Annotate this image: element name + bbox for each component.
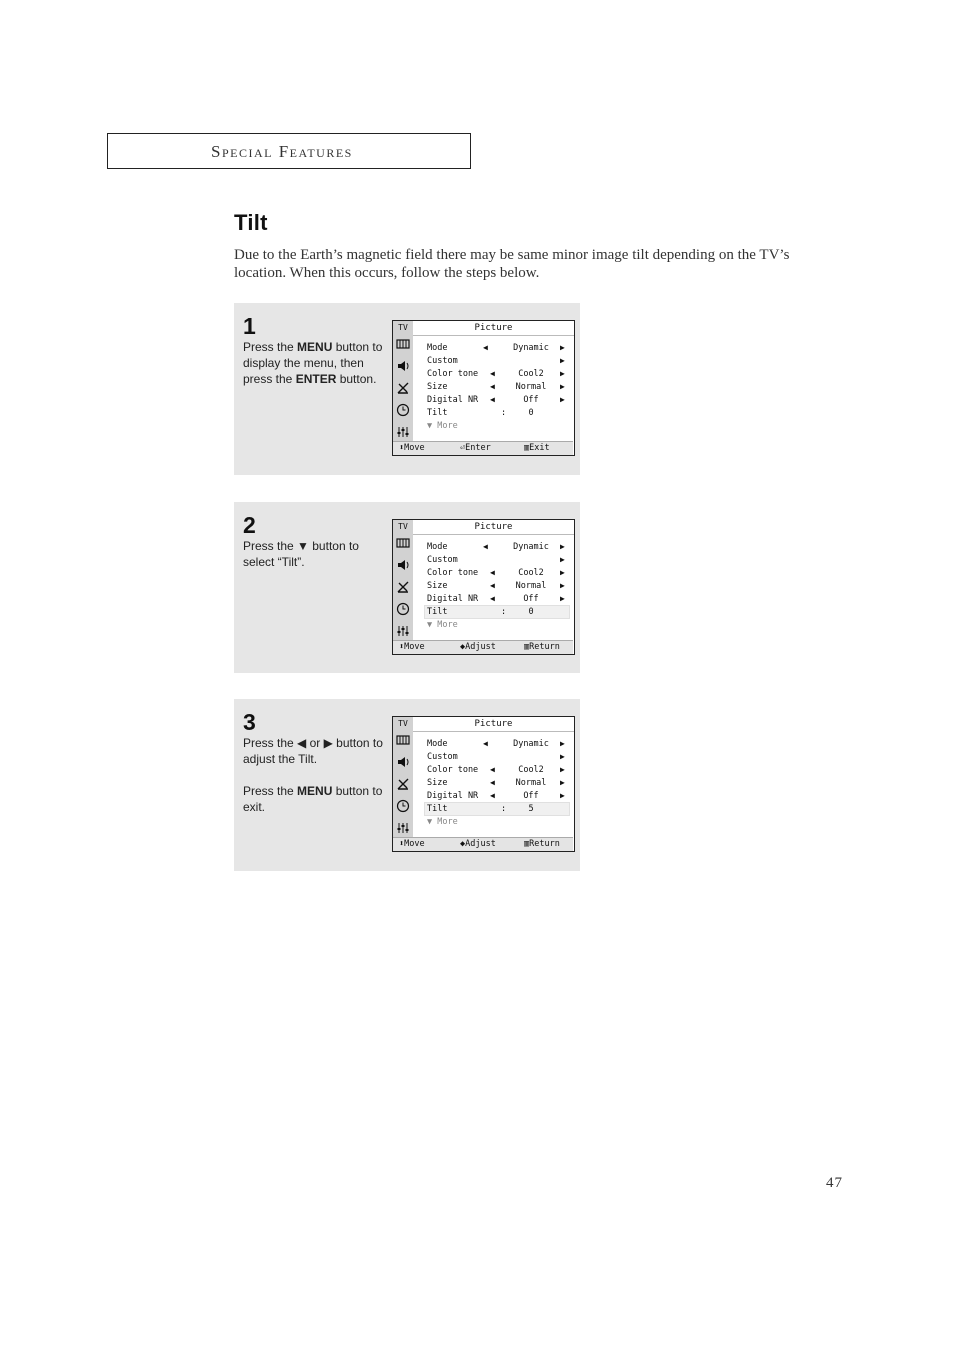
osd-row-tilt-selected: Tilt : 0 [425, 606, 569, 618]
right-arrow-icon: ▶ [560, 594, 565, 603]
page-number: 47 [826, 1175, 843, 1191]
osd-picture-menu [392, 716, 575, 852]
step-2-panel [234, 502, 580, 673]
right-arrow-icon: ▶ [560, 356, 565, 365]
page-title: Tilt [234, 210, 268, 235]
osd-footer: ⬍Move ◆Adjust ▥Return [393, 837, 573, 851]
right-arrow-icon: ▶ [560, 765, 565, 774]
section-header [107, 133, 471, 169]
picture-icon [396, 337, 410, 351]
setup-icon [396, 425, 410, 439]
step-number: 1 [243, 313, 256, 339]
osd-tv-label: TV [398, 522, 408, 531]
osd-tv-label: TV [398, 323, 408, 332]
osd-row-size: Size ◀ Normal ▶ [427, 581, 565, 591]
osd-title: Picture [474, 522, 513, 532]
section-title: Special Features [211, 142, 353, 161]
osd-tv-label: TV [398, 719, 408, 728]
step-number: 3 [243, 709, 256, 735]
osd-row-custom: Custom ▶ [427, 356, 565, 366]
step-number: 2 [243, 512, 256, 538]
left-arrow-icon: ◀ [490, 791, 495, 800]
osd-row-mode: Mode ◀ Dynamic ▶ [427, 343, 565, 353]
osd-row-tilt: Tilt : 0 [427, 408, 534, 418]
osd-divider [413, 731, 574, 732]
osd-picture-menu [392, 519, 575, 655]
leftright-icon: ◆ [460, 839, 466, 849]
updown-icon: ⬍ [399, 642, 405, 652]
right-arrow-icon: ▶ [560, 555, 565, 564]
osd-row-more: ▼ More [427, 421, 458, 431]
antenna-icon [396, 381, 410, 395]
right-arrow-icon: ▶ [560, 778, 565, 787]
right-arrow-icon: ▶ [323, 736, 333, 750]
clock-icon [396, 602, 410, 616]
left-arrow-icon: ◀ [490, 369, 495, 378]
enter-icon: ⏎ [460, 443, 466, 453]
step-instructions: Press the MENU button to display the menu, then press the ENTER button. [243, 340, 383, 386]
left-arrow-icon: ◀ [490, 778, 495, 787]
picture-icon [396, 536, 410, 550]
right-arrow-icon: ▶ [560, 369, 565, 378]
right-arrow-icon: ▶ [560, 581, 565, 590]
speaker-icon [396, 755, 410, 769]
menu-icon: ▥ [524, 443, 530, 453]
step-instructions: Press the ◀ or ▶ button to adjust the Tilt. Press the MENU button to exit. [243, 736, 383, 814]
left-arrow-icon: ◀ [483, 542, 488, 551]
osd-row-more: ▼ More [427, 817, 458, 827]
osd-title: Picture [474, 323, 513, 333]
setup-icon [396, 624, 410, 638]
left-arrow-icon: ◀ [490, 568, 495, 577]
step-3-panel [234, 699, 580, 871]
osd-row-digital-nr: Digital NR ◀ Off ▶ [427, 395, 565, 405]
right-arrow-icon: ▶ [560, 791, 565, 800]
speaker-icon [396, 359, 410, 373]
menu-icon: ▥ [524, 642, 530, 652]
right-arrow-icon: ▶ [560, 568, 565, 577]
step-instructions: Press the ▼ button to select “Tilt”. [243, 539, 359, 569]
down-arrow-icon: ▼ [297, 539, 309, 553]
right-arrow-icon: ▶ [560, 739, 565, 748]
left-arrow-icon: ◀ [483, 343, 488, 352]
osd-sidebar [393, 717, 413, 837]
antenna-icon [396, 777, 410, 791]
clock-icon [396, 799, 410, 813]
left-arrow-icon: ◀ [490, 395, 495, 404]
menu-icon: ▥ [524, 839, 530, 849]
osd-row-tilt-selected: Tilt : 5 [425, 803, 569, 815]
osd-row-digital-nr: Digital NR ◀ Off ▶ [427, 594, 565, 604]
antenna-icon [396, 580, 410, 594]
clock-icon [396, 403, 410, 417]
osd-picture-menu [392, 320, 575, 456]
right-arrow-icon: ▶ [560, 343, 565, 352]
left-arrow-icon: ◀ [490, 765, 495, 774]
left-arrow-icon: ◀ [490, 581, 495, 590]
left-arrow-icon: ◀ [490, 382, 495, 391]
osd-row-color-tone: Color tone ◀ Cool2 ▶ [427, 568, 565, 578]
osd-row-color-tone: Color tone ◀ Cool2 ▶ [427, 765, 565, 775]
speaker-icon [396, 558, 410, 572]
osd-divider [413, 335, 574, 336]
osd-row-color-tone: Color tone ◀ Cool2 ▶ [427, 369, 565, 379]
osd-row-custom: Custom ▶ [427, 752, 565, 762]
intro-paragraph: Due to the Earth’s magnetic field there may be same minor image tilt depending on the TV’s location. When this occurs, follow the steps below. [234, 247, 790, 281]
osd-footer: ⬍Move ⏎Enter ▥Exit [393, 441, 573, 455]
osd-divider [413, 534, 574, 535]
right-arrow-icon: ▶ [560, 542, 565, 551]
updown-icon: ⬍ [399, 443, 405, 453]
osd-row-mode: Mode ◀ Dynamic ▶ [427, 739, 565, 749]
right-arrow-icon: ▶ [560, 382, 565, 391]
leftright-icon: ◆ [460, 642, 466, 652]
left-arrow-icon: ◀ [490, 594, 495, 603]
osd-sidebar [393, 520, 413, 640]
osd-row-mode: Mode ◀ Dynamic ▶ [427, 542, 565, 552]
right-arrow-icon: ▶ [560, 395, 565, 404]
osd-footer: ⬍Move ◆Adjust ▥Return [393, 640, 573, 654]
step-1-panel [234, 303, 580, 475]
osd-sidebar [393, 321, 413, 441]
right-arrow-icon: ▶ [560, 752, 565, 761]
osd-title: Picture [474, 719, 513, 729]
osd-row-custom: Custom ▶ [427, 555, 565, 565]
left-arrow-icon: ◀ [297, 736, 307, 750]
setup-icon [396, 821, 410, 835]
osd-row-more: ▼ More [427, 620, 458, 630]
updown-icon: ⬍ [399, 839, 405, 849]
osd-row-size: Size ◀ Normal ▶ [427, 778, 565, 788]
picture-icon [396, 733, 410, 747]
osd-row-digital-nr: Digital NR ◀ Off ▶ [427, 791, 565, 801]
left-arrow-icon: ◀ [483, 739, 488, 748]
osd-row-size: Size ◀ Normal ▶ [427, 382, 565, 392]
